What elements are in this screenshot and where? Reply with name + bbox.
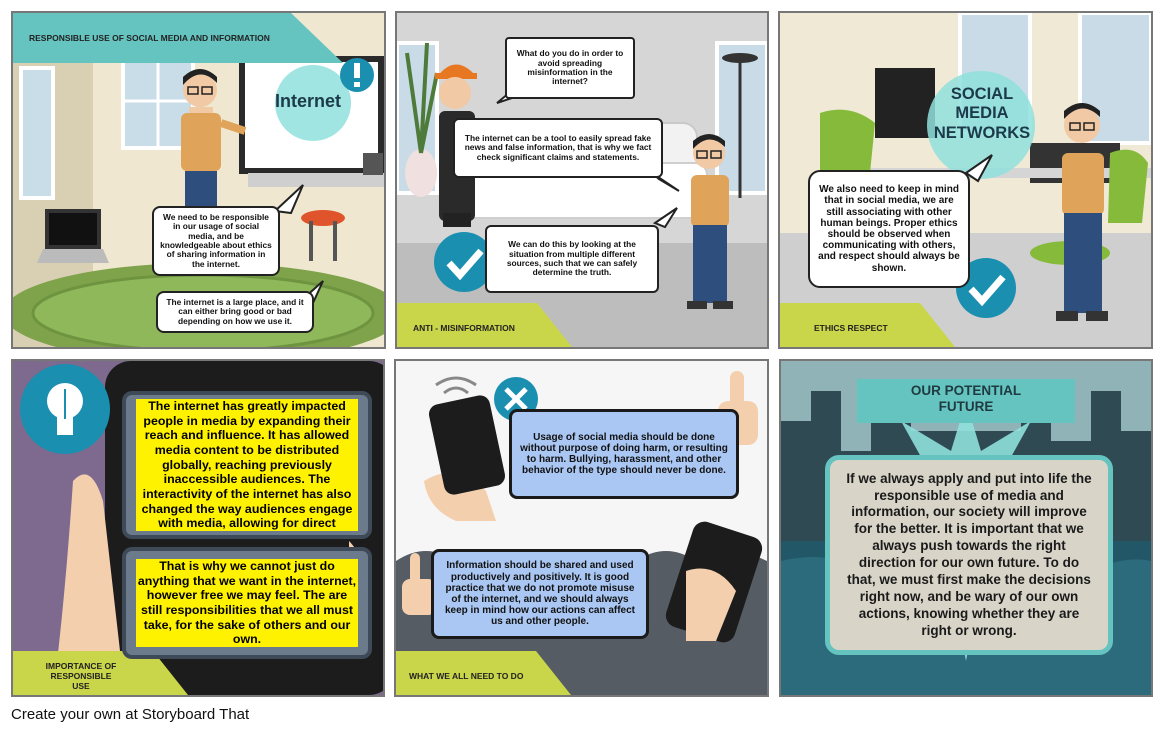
footer-credit: Create your own at Storyboard That [11, 706, 250, 723]
panel-1-responsible-use [11, 11, 386, 349]
sign-line: MEDIA [955, 104, 1009, 123]
panel-1-caption: RESPONSIBLE USE OF SOCIAL MEDIA AND INFORMATION [29, 33, 270, 43]
caption-line: IMPORTANCE OF [45, 661, 117, 671]
speech-bubble: What do you do in order to avoid spreading misinformation in the internet? [505, 37, 635, 99]
sign-line: NETWORKS [933, 123, 1031, 142]
speech-bubble: We need to be responsible in our usage of social media, and be knowledgeable about ethics of sharing information in the internet. [152, 206, 280, 276]
info-screen [122, 547, 372, 659]
speech-bubble: The internet can be a tool to easily spread fake news and false information, that is why we fact check significant claims and statements. [453, 118, 663, 178]
title-line: FUTURE [938, 399, 994, 415]
caption-line: RESPONSIBLE USE [50, 671, 112, 692]
panel-4-importance [11, 359, 385, 697]
panel-5-what-we-need-to-do [394, 359, 769, 697]
speech-bubble: The internet is a large place, and it can either bring good or bad depending on how we use it. [156, 291, 314, 333]
speech-bubble: We also need to keep in mind that in social media, we are still associating with other human beings. Proper ethics should be observed when communicating with others, and respect should always be shown. [808, 170, 970, 288]
internet-sign: Internet [275, 91, 342, 111]
panel-2-anti-misinformation [395, 11, 769, 349]
info-screen [122, 391, 372, 539]
panel-2-caption: ANTI - MISINFORMATION [413, 323, 515, 333]
title-line: OUR POTENTIAL [910, 383, 1022, 398]
speech-bubble: We can do this by looking at the situation from multiple different sources, such that we can safely determine the truth. [485, 225, 659, 293]
future-text-card: If we always apply and put into life the responsible use of media and information, our society will improve for the better. It is important that we always push towards the right direction for our own future. To do that, we must first make the decisions right now, and be wary of our own actions, knowing whether they are right or wrong. [825, 455, 1113, 655]
sign-line: SOCIAL [950, 85, 1014, 103]
panel-4-caption [41, 661, 121, 692]
highlighted-text: That is why we cannot just do anything that we want in the internet, however free we may feel. The are still responsibilities that we all must take, for the sake of others and our own. [137, 559, 357, 647]
panel-5-caption: WHAT WE ALL NEED TO DO [409, 671, 524, 681]
social-media-networks-sign [932, 85, 1032, 143]
panel-3-ethics-respect [778, 11, 1153, 349]
info-bubble: Usage of social media should be done without purpose of doing harm, or resulting to harm. Bullying, harassment, and other behavior of the type should never be done. [509, 409, 739, 499]
highlighted-text: The internet has greatly impacted people in media by expanding their reach and influence. It has allowed media content to be distributed globally, reaching previously inaccessible audiences. The interactivity of the internet has also changed the way audiences engage with media, allowing for direct [136, 399, 358, 531]
info-bubble: Information should be shared and used productively and positively. It is good practice that we do not promote misuse of the internet, and we should always keep in mind how our actions can affect us and other people. [431, 549, 649, 639]
panel-3-caption: ETHICS RESPECT [814, 323, 888, 333]
panel-6-potential-future [779, 359, 1153, 697]
future-title [857, 383, 1075, 415]
